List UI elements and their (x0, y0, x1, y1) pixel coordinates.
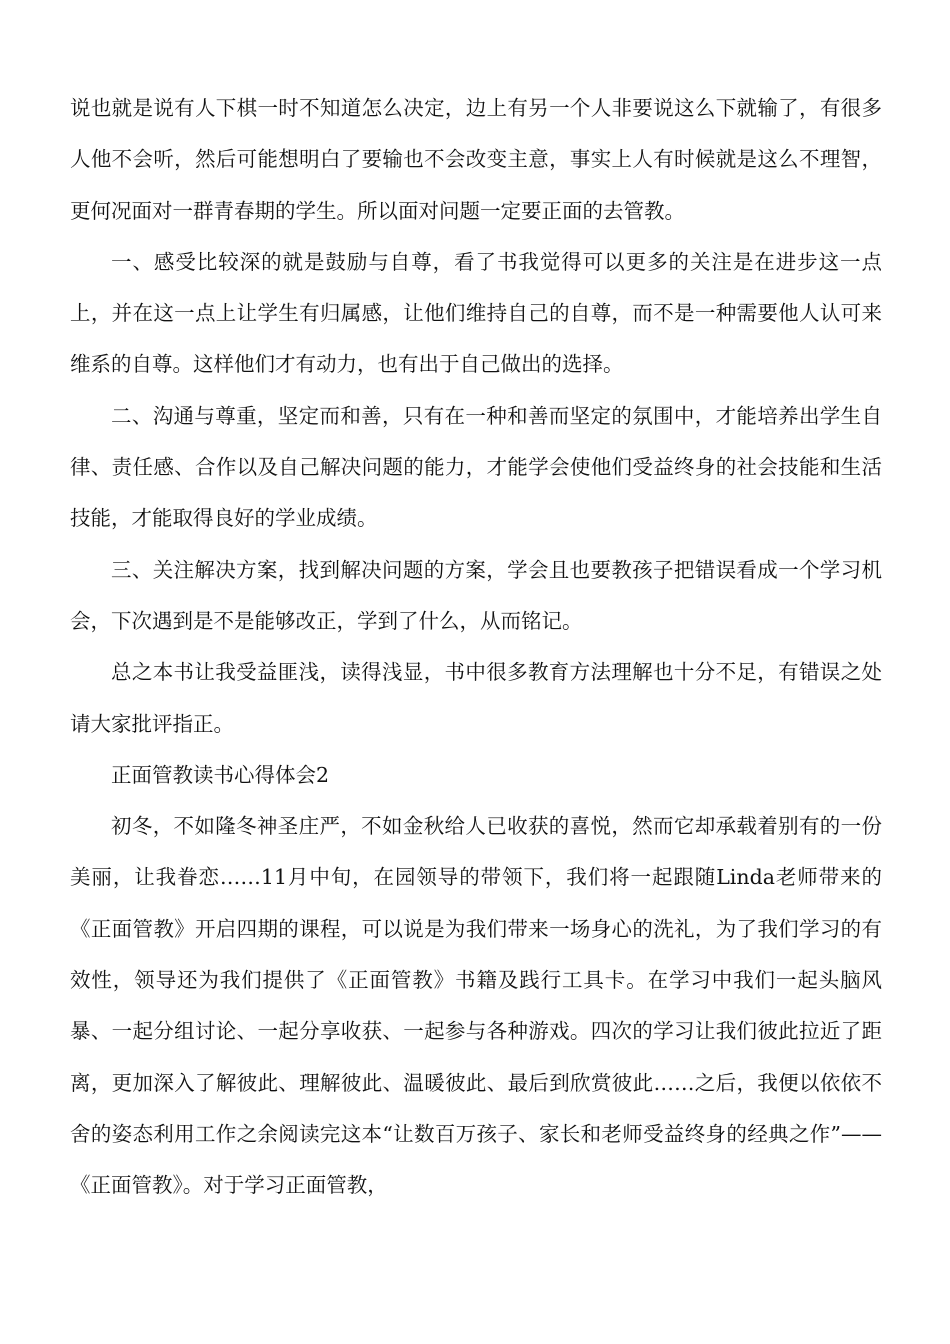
paragraph-intro-2: 初冬，不如隆冬神圣庄严，不如金秋给人已收获的喜悦，然而它却承载着别有的一份美丽，让我眷恋……11月中旬，在园领导的带领下，我们将一起跟随Linda老师带来的《正面管教》开启四期的课程，可以说是为我们带来一场身心的洗礼，为了我们学习的有效性，领导还为我们提供了《正面管教》书籍及践行工具卡。在学习中我们一起头脑风暴、一起分组讨论、一起分享收获、一起参与各种游戏。四次的学习让我们彼此拉近了距离，更加深入了解彼此、理解彼此、温暖彼此、最后到欣赏彼此……之后，我便以依依不舍的姿态利用工作之余阅读完这本“让数百万孩子、家长和老师受益终身的经典之作”——《正面管教》。对于学习正面管教， (70, 814, 882, 1198)
paragraph-point-three: 三、关注解决方案，找到解决问题的方案，学会且也要教孩子把错误看成一个学习机会，下次遇到是不是能够改正，学到了什么，从而铭记。 (70, 557, 882, 633)
paragraph-continuation: 说也就是说有人下棋一时不知道怎么决定，边上有另一个人非要说这么下就输了，有很多人他不会听，然后可能想明白了要输也不会改变主意，事实上人有时候就是这么不理智，更何况面对一群青春期的学生。所以面对问题一定要正面的去管教。 (70, 96, 882, 223)
paragraph-point-two: 二、沟通与尊重，坚定而和善，只有在一种和善而坚定的氛围中，才能培养出学生自律、责任感、合作以及自己解决问题的能力，才能学会使他们受益终身的社会技能和生活技能，才能取得良好的学业成绩。 (70, 403, 882, 531)
section-heading: 正面管教读书心得体会2 (111, 762, 330, 787)
document-page (70, 83, 882, 1212)
paragraph-conclusion: 总之本书让我受益匪浅，读得浅显，书中很多教育方法理解也十分不足，有错误之处请大家批评指正。 (70, 660, 882, 736)
paragraph-point-one: 一、感受比较深的就是鼓励与自尊，看了书我觉得可以更多的关注是在进步这一点上，并在这一点上让学生有归属感，让他们维持自己的自尊，而不是一种需要他人认可来维系的自尊。这样他们才有动力，也有出于自己做出的选择。 (70, 249, 882, 377)
